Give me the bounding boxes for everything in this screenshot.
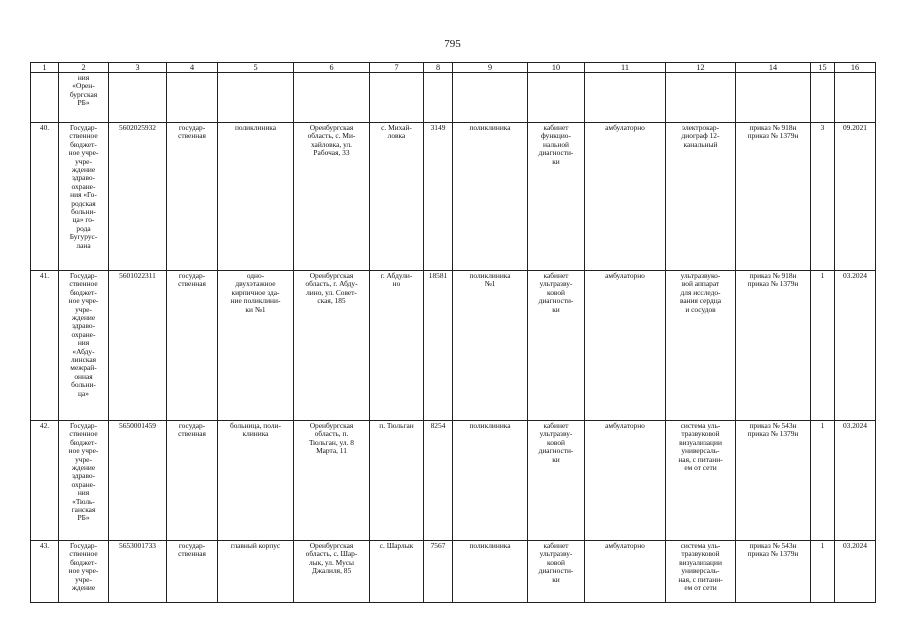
table-cell <box>424 73 453 123</box>
table-cell: государ- ственная <box>167 123 218 271</box>
table-cell <box>811 73 835 123</box>
table-cell: 1 <box>811 271 835 421</box>
table-cell <box>585 73 666 123</box>
table-cell: поликлиника №1 <box>453 271 528 421</box>
table-cell <box>218 73 294 123</box>
table-cell: Оренбургская область, п. Тюльган, ул. 8 Марта, 11 <box>294 421 370 541</box>
column-header: 11 <box>585 63 666 73</box>
table-cell: одно- двухэтажное кирпичное зда- ние поликлини- ки №1 <box>218 271 294 421</box>
table-row <box>31 73 876 123</box>
table-cell: 8254 <box>424 421 453 541</box>
table-cell: приказ № 543н приказ № 1379н <box>736 541 811 603</box>
table-cell: кабинет ультразву- ковой диагности- ки <box>528 541 585 603</box>
table-cell: 5650001459 <box>109 421 167 541</box>
table-cell <box>370 73 424 123</box>
table-cell: ультразвуко- вой аппарат для исследо- вания сердца и сосудов <box>666 271 736 421</box>
column-header: 8 <box>424 63 453 73</box>
table-cell: система уль- тразвуковой визуализации универсаль- ная, с питани- ем от сети <box>666 541 736 603</box>
table-cell: Оренбургская область, с. Ми- хайловка, ул. Рабочая, 33 <box>294 123 370 271</box>
table-cell: поликлиника <box>218 123 294 271</box>
table-cell: 03.2024 <box>835 421 876 541</box>
table-cell: 18581 <box>424 271 453 421</box>
column-header: 9 <box>453 63 528 73</box>
column-header: 6 <box>294 63 370 73</box>
column-header: 12 <box>666 63 736 73</box>
table-cell: амбулаторно <box>585 271 666 421</box>
table-cell <box>31 73 59 123</box>
table-cell: электрокар- диограф 12- канальный <box>666 123 736 271</box>
table-cell: Государ- ственное бюджет- ное учре- учре- ждение здраво- охране- ния «Абду- линская межрай- онная больни- ца» <box>59 271 109 421</box>
table-cell: государ- ственная <box>167 271 218 421</box>
table-cell: Государ- ственное бюджет- ное учре- учре- ждение здраво- охране- ния «Го- родская больни- ца» го- рода Бугурус- лана <box>59 123 109 271</box>
table-cell: амбулаторно <box>585 123 666 271</box>
table-cell: 7567 <box>424 541 453 603</box>
column-header: 15 <box>811 63 835 73</box>
column-header: 10 <box>528 63 585 73</box>
table-cell: больница, поли- клиника <box>218 421 294 541</box>
table-cell: государ- ственная <box>167 541 218 603</box>
table-cell <box>109 73 167 123</box>
table-row <box>31 123 876 271</box>
table-cell: 1 <box>811 541 835 603</box>
table-cell: приказ № 918н приказ № 1379н <box>736 271 811 421</box>
table-cell: Оренбургская область, с. Шар- лык, ул. Мусы Джалиля, 85 <box>294 541 370 603</box>
table-cell: ния «Орен- бургская РБ» <box>59 73 109 123</box>
table-cell: кабинет ультразву- ковой диагности- ки <box>528 271 585 421</box>
table-cell <box>167 73 218 123</box>
column-header: 7 <box>370 63 424 73</box>
table-cell: кабинет ультразву- ковой диагности- ки <box>528 421 585 541</box>
table-cell: система уль- тразвуковой визуализации универсаль- ная, с питани- ем от сети <box>666 421 736 541</box>
table-cell: п. Тюльган <box>370 421 424 541</box>
table-row <box>31 421 876 541</box>
registry-table <box>30 62 876 603</box>
table-cell: Оренбургская область, г. Абду- лино, ул. Совет- ская, 185 <box>294 271 370 421</box>
table-cell <box>294 73 370 123</box>
table-cell: кабинет функцио- нальной диагности- ки <box>528 123 585 271</box>
table-cell: с. Шарлык <box>370 541 424 603</box>
table-cell: 5653001733 <box>109 541 167 603</box>
table-cell: г. Абдули- но <box>370 271 424 421</box>
table-cell: поликлиника <box>453 541 528 603</box>
table-cell: приказ № 543н приказ № 1379н <box>736 421 811 541</box>
row-number: 42. <box>31 421 59 541</box>
column-header: 3 <box>109 63 167 73</box>
table-cell: 3149 <box>424 123 453 271</box>
table-row <box>31 541 876 603</box>
table-cell: поликлиника <box>453 123 528 271</box>
column-header: 5 <box>218 63 294 73</box>
row-number: 40. <box>31 123 59 271</box>
table-cell: 09.2021 <box>835 123 876 271</box>
page-number: 795 <box>444 38 461 50</box>
table-cell: поликлиника <box>453 421 528 541</box>
table-cell: государ- ственная <box>167 421 218 541</box>
table-cell: Государ- ственное бюджет- ное учре- учре- ждение здраво- охране- ния «Тюль- ганская РБ» <box>59 421 109 541</box>
table-cell: приказ № 918н приказ № 1379н <box>736 123 811 271</box>
column-header: 1 <box>31 63 59 73</box>
table-cell: амбулаторно <box>585 541 666 603</box>
table-cell <box>835 73 876 123</box>
table-cell <box>528 73 585 123</box>
table-cell: 03.2024 <box>835 541 876 603</box>
table-cell: 1 <box>811 421 835 541</box>
table-cell <box>736 73 811 123</box>
table-cell <box>666 73 736 123</box>
column-header: 16 <box>835 63 876 73</box>
table-cell: 3 <box>811 123 835 271</box>
table-cell: Государ- ственное бюджет- ное учре- учре- ждение <box>59 541 109 603</box>
table-cell: с. Михай- ловка <box>370 123 424 271</box>
column-header: 14 <box>736 63 811 73</box>
table-cell: 5602025932 <box>109 123 167 271</box>
row-number: 41. <box>31 271 59 421</box>
table-cell <box>453 73 528 123</box>
table-cell: 03.2024 <box>835 271 876 421</box>
column-header: 4 <box>167 63 218 73</box>
table-cell: амбулаторно <box>585 421 666 541</box>
header-row <box>31 63 876 73</box>
table-cell: главный корпус <box>218 541 294 603</box>
table-row <box>31 271 876 421</box>
table-cell: 5601022311 <box>109 271 167 421</box>
column-header: 2 <box>59 63 109 73</box>
row-number: 43. <box>31 541 59 603</box>
